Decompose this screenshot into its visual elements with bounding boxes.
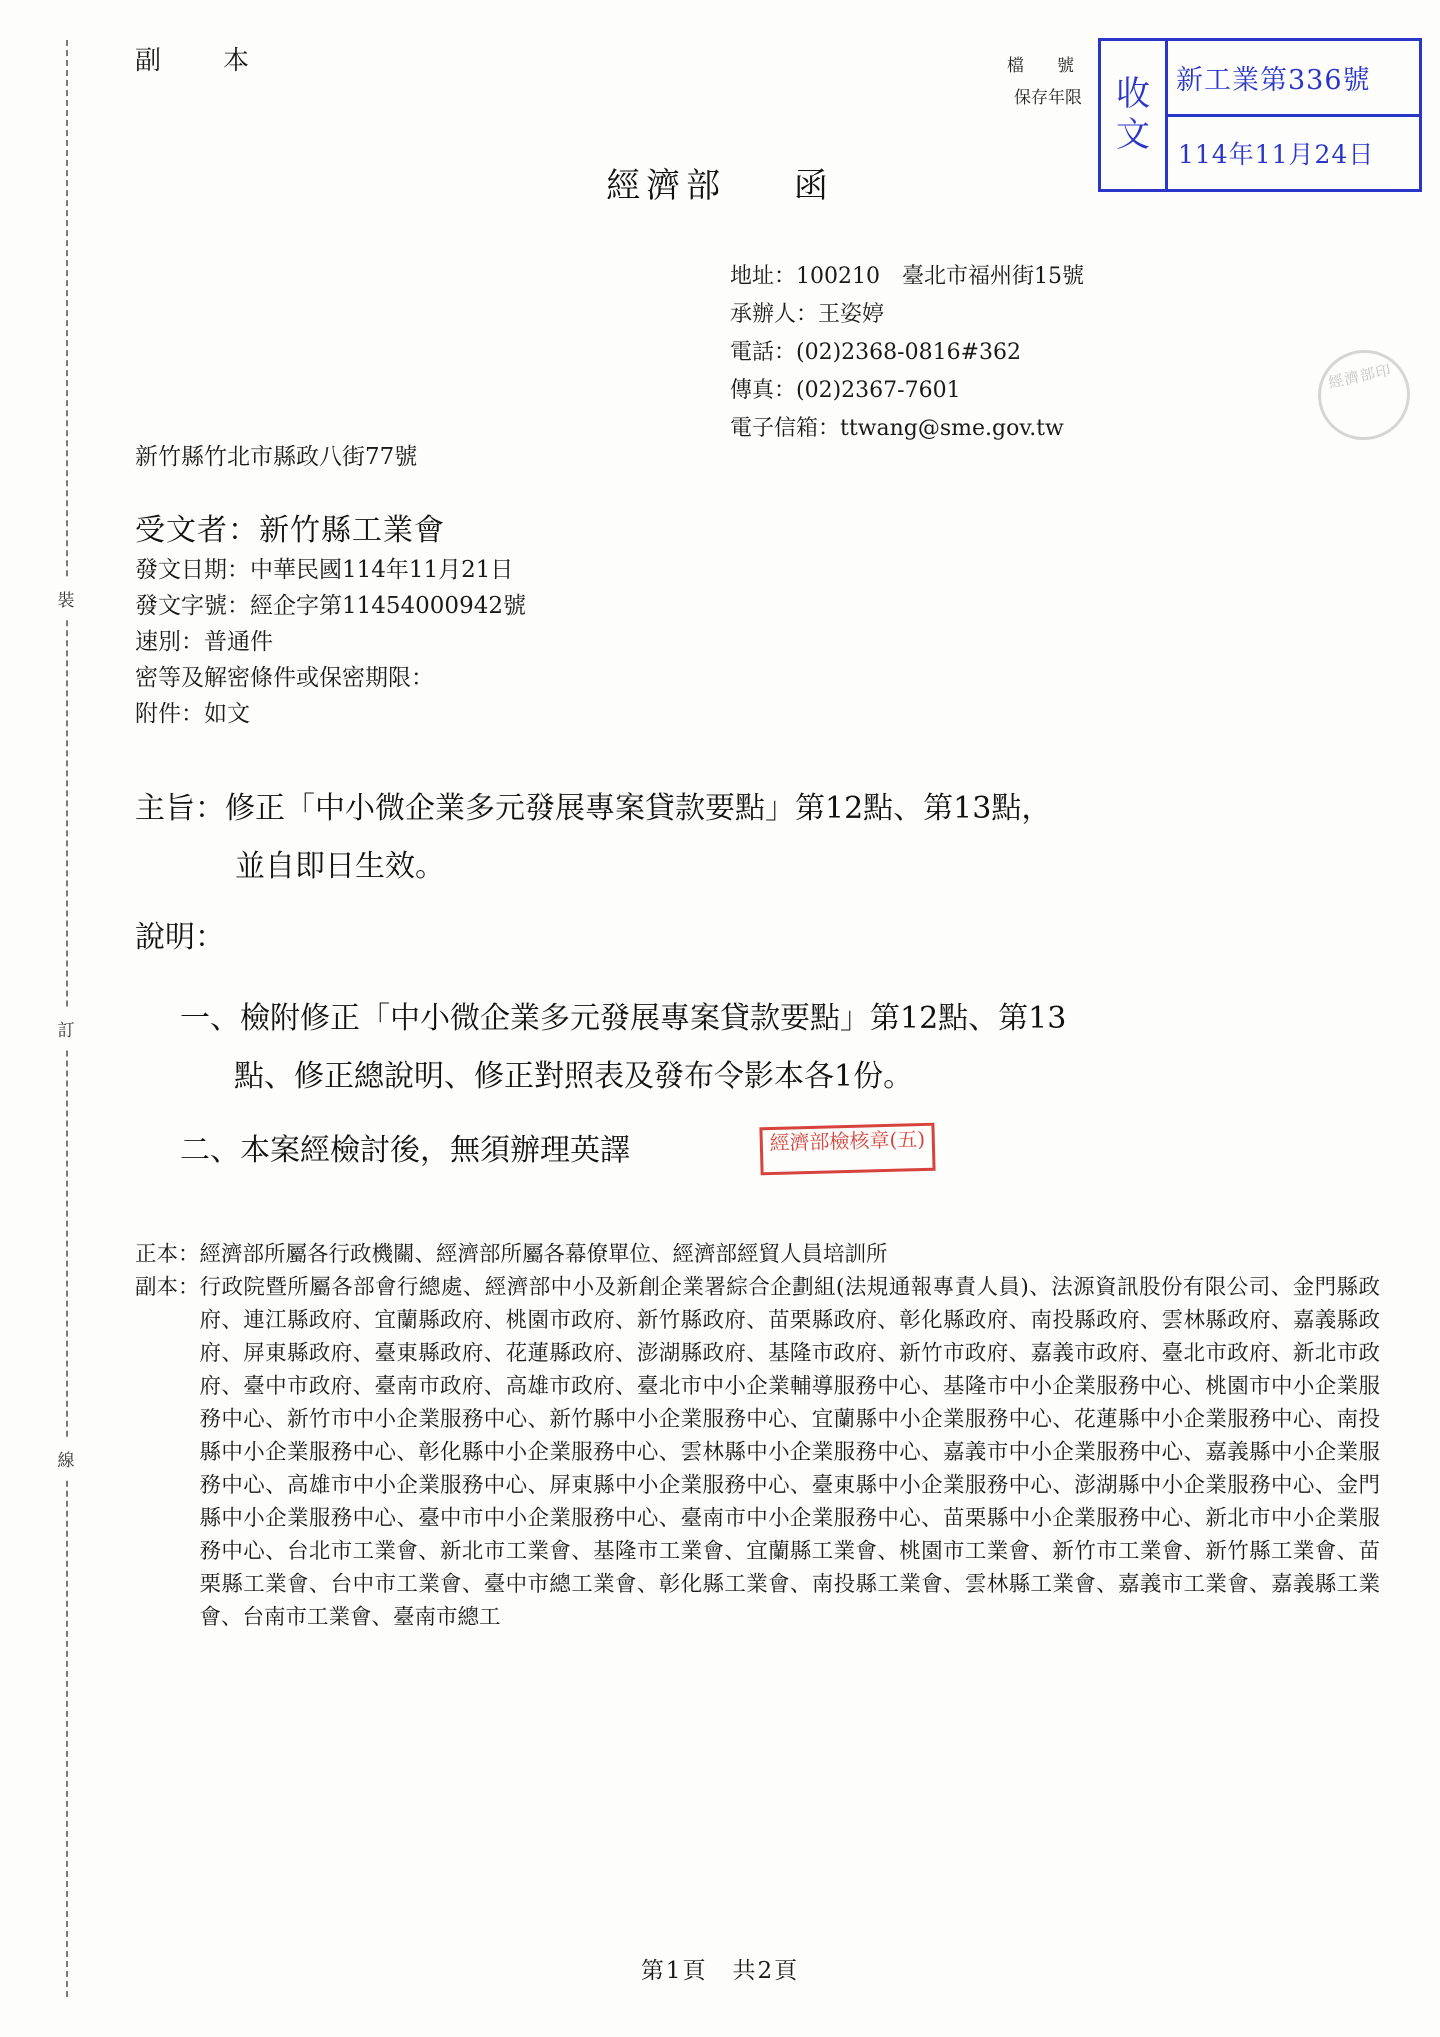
document-type: 函 — [793, 166, 834, 206]
explanation-list — [180, 990, 1310, 1196]
list-item — [180, 1122, 1310, 1180]
subject-line-2: 並自即日生效。 — [235, 849, 445, 884]
recipient-address: 新竹縣竹北市縣政八街77號 — [135, 444, 418, 470]
distribution-copy-value: 行政院暨所屬各部會行總處、經濟部中小及新創企業署綜合企劃組(法規通報專責人員)、法源資訊股份有限公司、金門縣政府、連江縣政府、宜蘭縣政府、桃園市政府、新竹縣政府、苗栗縣政府、彰化縣政府、南投縣政府、雲林縣政府、嘉義縣政府、屏東縣政府、臺東縣政府、花蓮縣政府、澎湖縣政府、基隆市政府、新竹市政府、嘉義市政府、臺北市政府、新北市政府、臺中市政府、臺南市政府、高雄市政府、臺北市中小企業輔導服務中心、基隆市中小企業服務中心、桃園市中小企業服務中心、新竹市中小企業服務中心、新竹縣中小企業服務中心、宜蘭縣中小企業服務中心、花蓮縣中小企業服務中心、南投縣中小企業服務中心、彰化縣中小企業服務中心、雲林縣中小企業服務中心、嘉義市中小企業服務中心、嘉義縣中小企業服務中心、高雄市中小企業服務中心、屏東縣中小企業服務中心、臺東縣中小企業服務中心、澎湖縣中小企業服務中心、金門縣中小企業服務中心、臺中市中小企業服務中心、臺南市中小企業服務中心、苗栗縣中小企業服務中心、新北市中小企業服務中心、台北市工業會、新北市工業會、基隆市工業會、宜蘭縣工業會、桃園市工業會、新竹市工業會、新竹縣工業會、苗栗縣工業會、台中市工業會、臺中市總工業會、彰化縣工業會、南投縣工業會、雲林縣工業會、嘉義市工業會、嘉義縣工業會、台南市工業會、臺南市總工 — [199, 1275, 1380, 1630]
contact-block — [730, 258, 1084, 448]
distribution-primary-row — [135, 1238, 1380, 1271]
distribution-copy-row — [135, 1271, 1380, 1634]
recipient-name: 受文者：新竹縣工業會 — [135, 513, 445, 548]
binding-mark-zhuang: 裝 — [50, 580, 84, 617]
subject-section — [135, 780, 1310, 896]
copy-mark: 副 本 — [135, 46, 268, 76]
receipt-stamp-title — [1101, 41, 1168, 189]
explanation-item-1-line-1: 一、檢附修正「中小微企業多元發展專案貸款要點」第12點、第13 — [180, 1001, 1067, 1036]
binding-mark-xian: 線 — [50, 1440, 84, 1477]
speed-level: 速別：普通件 — [135, 629, 273, 655]
distribution-copy-label: 副本： — [135, 1275, 200, 1300]
contact-phone: 電話：(02)2368-0816#362 — [730, 340, 1021, 365]
attachment: 附件：如文 — [135, 701, 250, 727]
contact-officer: 承辦人：王姿婷 — [730, 302, 885, 327]
explanation-label: 說明： — [135, 920, 225, 955]
archive-meta — [1007, 50, 1082, 114]
distribution-primary-value: 經濟部所屬各行政機關、經濟部所屬各幕僚單位、經濟部經貿人員培訓所 — [199, 1242, 888, 1267]
file-number-label: 檔 號 — [1007, 56, 1082, 76]
distribution-block — [135, 1238, 1380, 1634]
subject-label: 主旨： — [135, 791, 225, 826]
receipt-stamp-char-2: 文 — [1116, 115, 1150, 155]
receipt-date: 114年11月24日 — [1178, 139, 1375, 169]
receipt-stamp — [1098, 38, 1422, 192]
confidentiality: 密等及解密條件或保密期限： — [135, 665, 434, 691]
contact-address: 地址：100210 臺北市福州街15號 — [730, 264, 1084, 289]
receipt-stamp-char-1: 收 — [1116, 73, 1150, 114]
agency-oval-seal: 經濟部印 — [1310, 341, 1419, 448]
issue-date: 發文日期：中華民國114年11月21日 — [135, 557, 514, 583]
doc-number: 發文字號：經企字第11454000942號 — [135, 593, 526, 619]
contact-email: 電子信箱：ttwang@sme.gov.tw — [730, 416, 1064, 441]
issuing-agency: 經濟部 — [606, 166, 727, 206]
binding-mark-ding: 訂 — [50, 1010, 84, 1047]
explanation-item-1-line-2: 點、修正總說明、修正對照表及發布令影本各1份。 — [234, 1059, 914, 1094]
receipt-number: 新工業第336號 — [1168, 41, 1419, 117]
page-footer: 第1頁 共2頁 — [640, 1958, 800, 1984]
subject-line-1: 修正「中小微企業多元發展專案貸款要點」第12點、第13點， — [225, 791, 1052, 826]
list-item — [180, 990, 1310, 1106]
explanation-item-2-line-1: 二、本案經檢討後，無須辦理英譯 — [180, 1133, 630, 1168]
receipt-stamp-fields — [1168, 41, 1419, 189]
distribution-primary-label: 正本： — [135, 1242, 200, 1267]
red-review-seal: 經濟部檢核章(五) — [759, 1123, 935, 1176]
contact-fax: 傳真：(02)2367-7601 — [730, 378, 961, 403]
document-meta — [135, 552, 526, 732]
retention-label: 保存年限 — [1014, 88, 1082, 108]
